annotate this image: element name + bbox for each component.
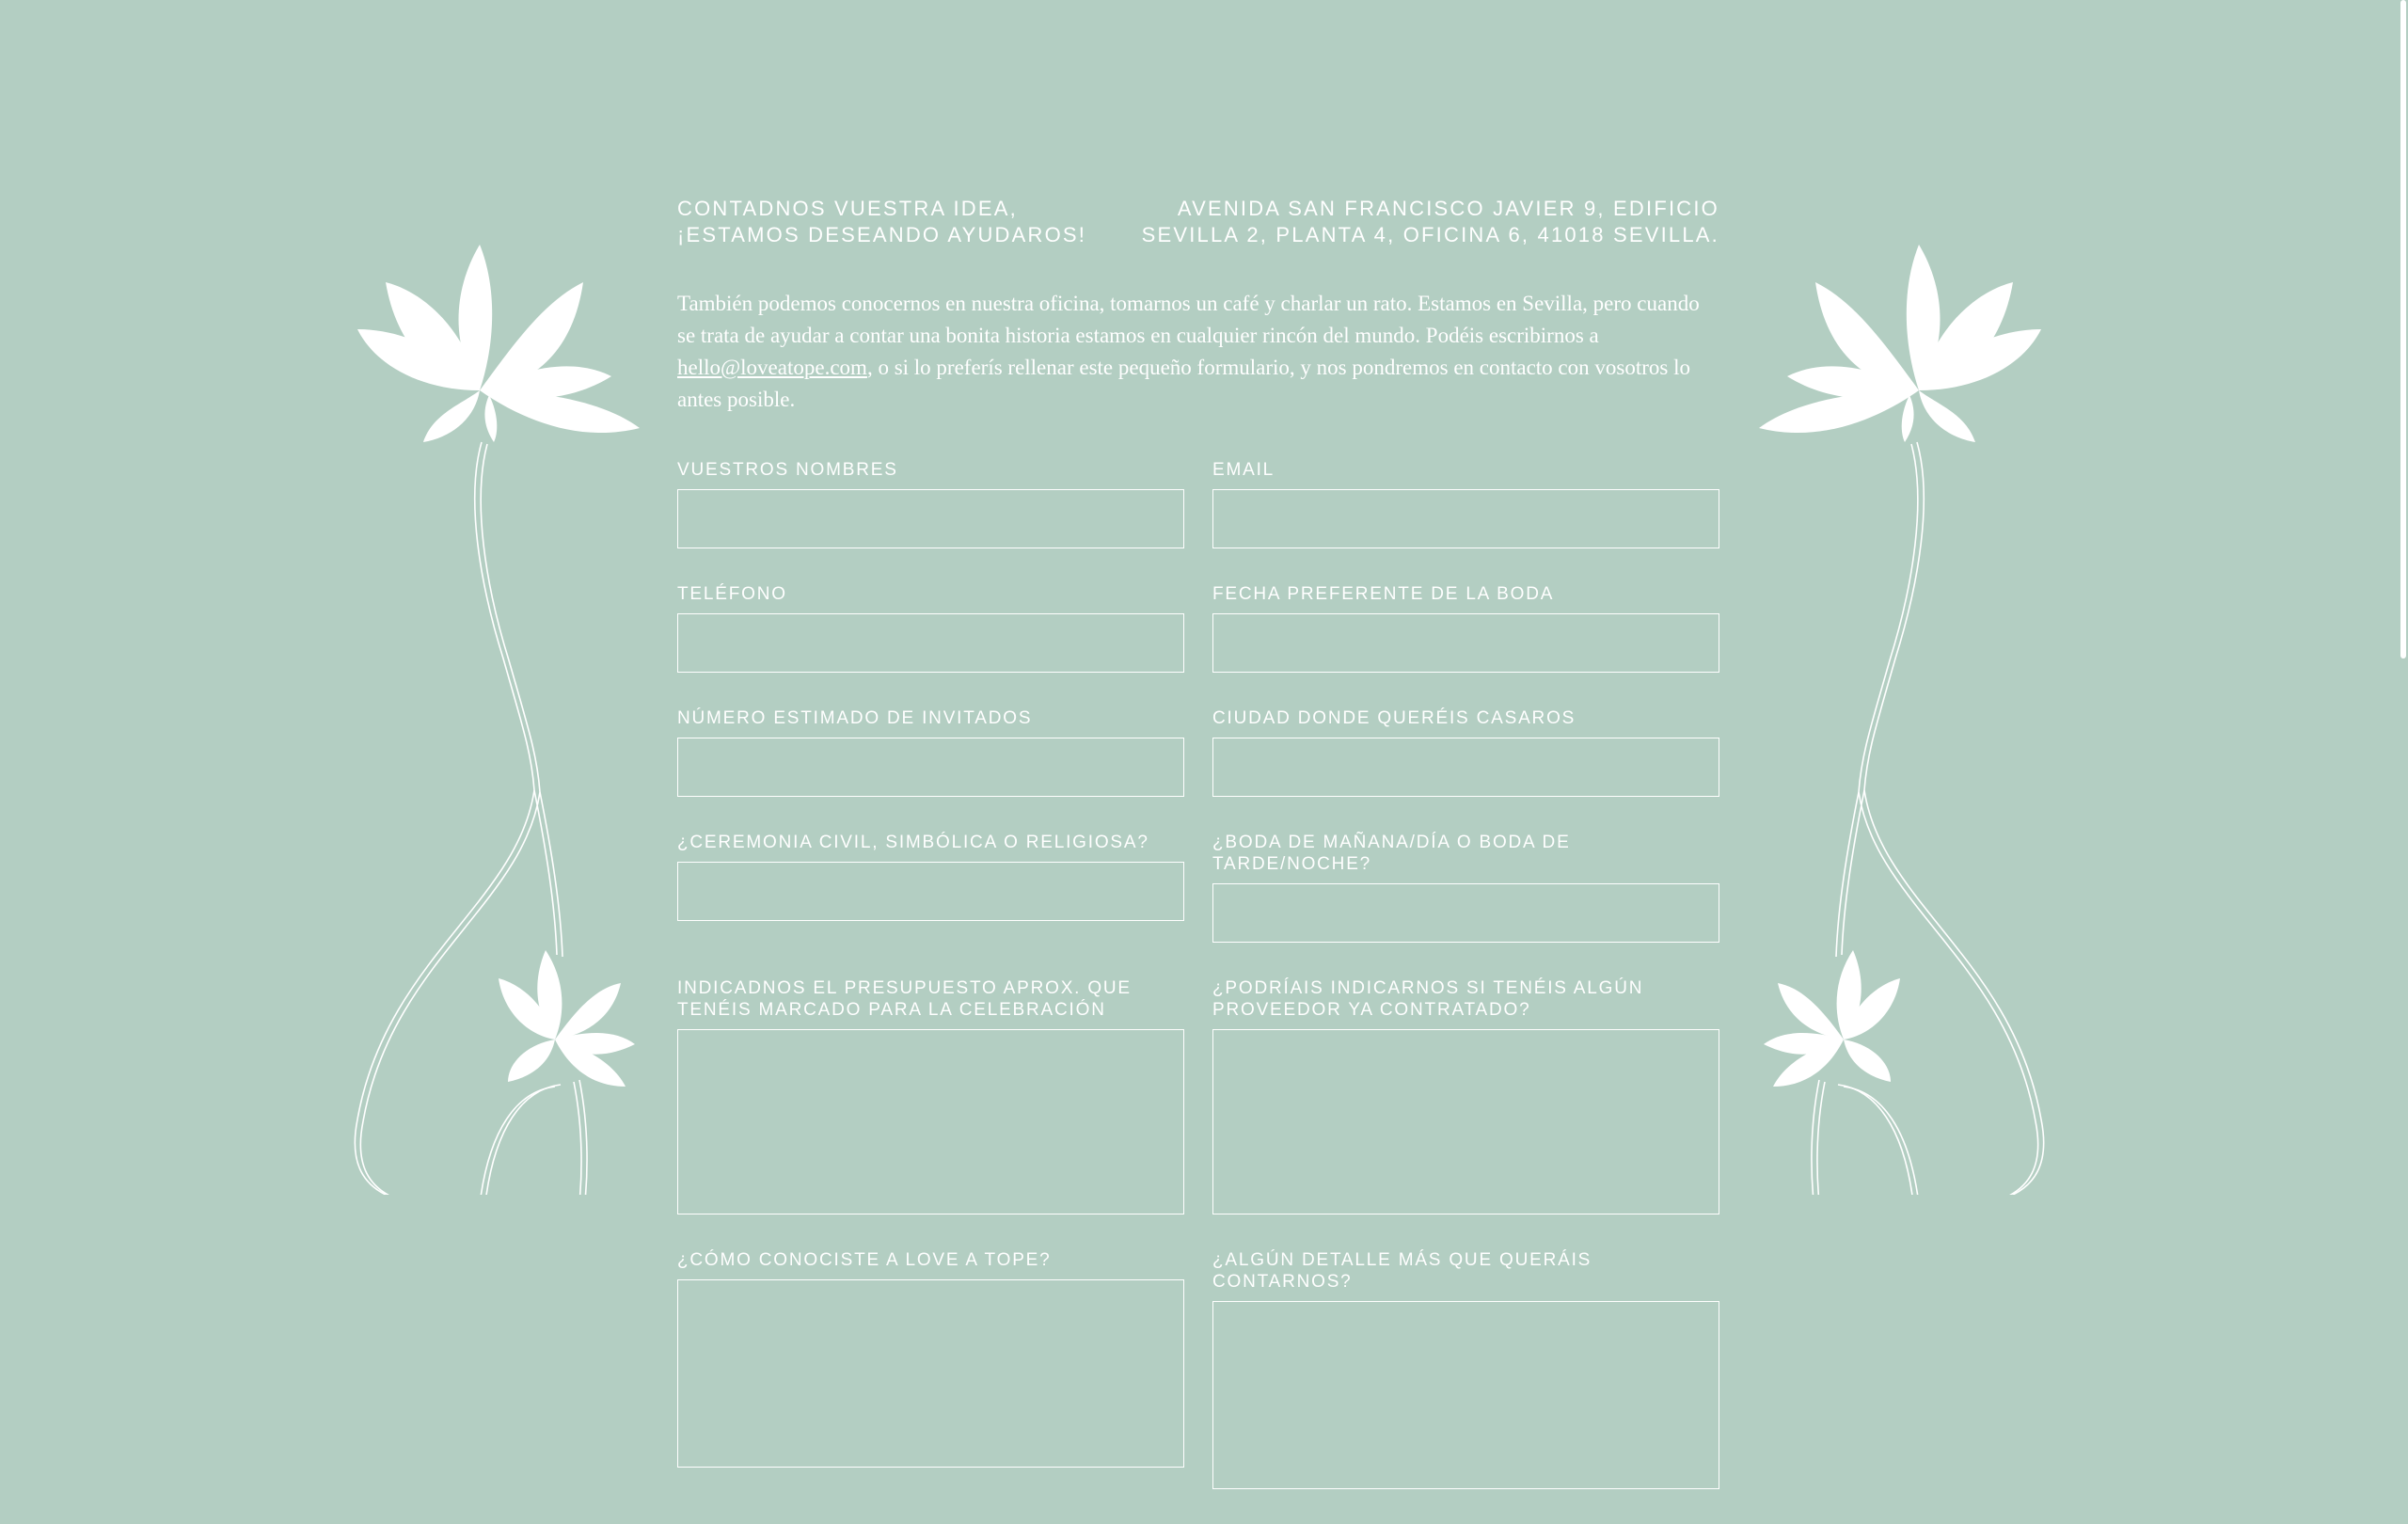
- source-textarea[interactable]: [677, 1279, 1184, 1468]
- tagline-line-1: CONTADNOS VUESTRA IDEA,: [677, 197, 1018, 220]
- city-label: CIUDAD DONDE QUERÉIS CASAROS: [1212, 708, 1576, 728]
- page-scrollbar[interactable]: [2399, 0, 2408, 1374]
- details-field-group: [1212, 1249, 1719, 1489]
- phone-label: TELÉFONO: [677, 584, 787, 604]
- guests-field-group: [677, 707, 1184, 797]
- contact-form: [677, 459, 1719, 1524]
- flower-illustration-left-icon: [263, 188, 658, 1195]
- flower-illustration-right-icon: [1740, 188, 2135, 1195]
- time-label: ¿BODA DE MAÑANA/DÍA O BODA DE TARDE/NOCHE?: [1212, 833, 1571, 874]
- address-line-1: AVENIDA SAN FRANCISCO JAVIER 9, EDIFICIO: [1177, 197, 1719, 220]
- date-field-group: [1212, 583, 1719, 673]
- source-field-group: [677, 1249, 1184, 1489]
- city-input[interactable]: [1212, 738, 1719, 797]
- guests-label: NÚMERO ESTIMADO DE INVITADOS: [677, 708, 1033, 728]
- time-input[interactable]: [1212, 883, 1719, 943]
- time-field-group: [1212, 832, 1719, 943]
- address-line-2: SEVILLA 2, PLANTA 4, OFICINA 6, 41018 SEVILLA.: [1141, 223, 1719, 246]
- budget-field-group: [677, 977, 1184, 1214]
- budget-label: INDICADNOS EL PRESUPUESTO APROX. QUE TENÉIS MARCADO PARA LA CELEBRACIÓN: [677, 978, 1132, 1020]
- date-input[interactable]: [1212, 613, 1719, 673]
- ceremony-input[interactable]: [677, 862, 1184, 921]
- email-input[interactable]: [1212, 489, 1719, 548]
- phone-field-group: [677, 583, 1184, 673]
- names-field-group: [677, 459, 1184, 548]
- details-textarea[interactable]: [1212, 1301, 1719, 1489]
- date-label: FECHA PREFERENTE DE LA BODA: [1212, 584, 1555, 604]
- contact-header: [677, 196, 1719, 248]
- email-field-group: [1212, 459, 1719, 548]
- scrollbar-thumb[interactable]: [2400, 0, 2406, 659]
- office-address: [1142, 196, 1719, 248]
- phone-input[interactable]: [677, 613, 1184, 673]
- email-link[interactable]: hello@loveatope.com: [677, 356, 867, 379]
- ceremony-label: ¿CEREMONIA CIVIL, SIMBÓLICA O RELIGIOSA?: [677, 833, 1149, 852]
- ceremony-field-group: [677, 832, 1184, 943]
- contact-tagline: [677, 196, 1086, 248]
- names-label: VUESTROS NOMBRES: [677, 460, 898, 480]
- intro-text-before: También podemos conocernos en nuestra oficina, tomarnos un café y charlar un rato. Estamos en Sevilla, pero cuando se trata de ayudar a contar una bonita historia estamos en cualquier rincón del mundo. Podéis escribirnos a: [677, 292, 1700, 347]
- vendor-label: ¿PODRÍAIS INDICARNOS SI TENÉIS ALGÚN PROVEEDOR YA CONTRATADO?: [1212, 978, 1644, 1020]
- intro-paragraph: [677, 288, 1719, 416]
- email-label: EMAIL: [1212, 460, 1275, 480]
- budget-textarea[interactable]: [677, 1029, 1184, 1214]
- vendor-textarea[interactable]: [1212, 1029, 1719, 1214]
- vendor-field-group: [1212, 977, 1719, 1214]
- intro-text-after: , o si lo preferís rellenar este pequeño formulario, y nos pondremos en contacto con vosotros lo antes posible.: [677, 356, 1690, 411]
- city-field-group: [1212, 707, 1719, 797]
- details-label: ¿ALGÚN DETALLE MÁS QUE QUERÁIS CONTARNOS?: [1212, 1250, 1592, 1292]
- tagline-line-2: ¡ESTAMOS DESEANDO AYUDAROS!: [677, 223, 1087, 246]
- source-label: ¿CÓMO CONOCISTE A LOVE A TOPE?: [677, 1250, 1052, 1270]
- guests-input[interactable]: [677, 738, 1184, 797]
- names-input[interactable]: [677, 489, 1184, 548]
- contact-section: [677, 196, 1719, 1524]
